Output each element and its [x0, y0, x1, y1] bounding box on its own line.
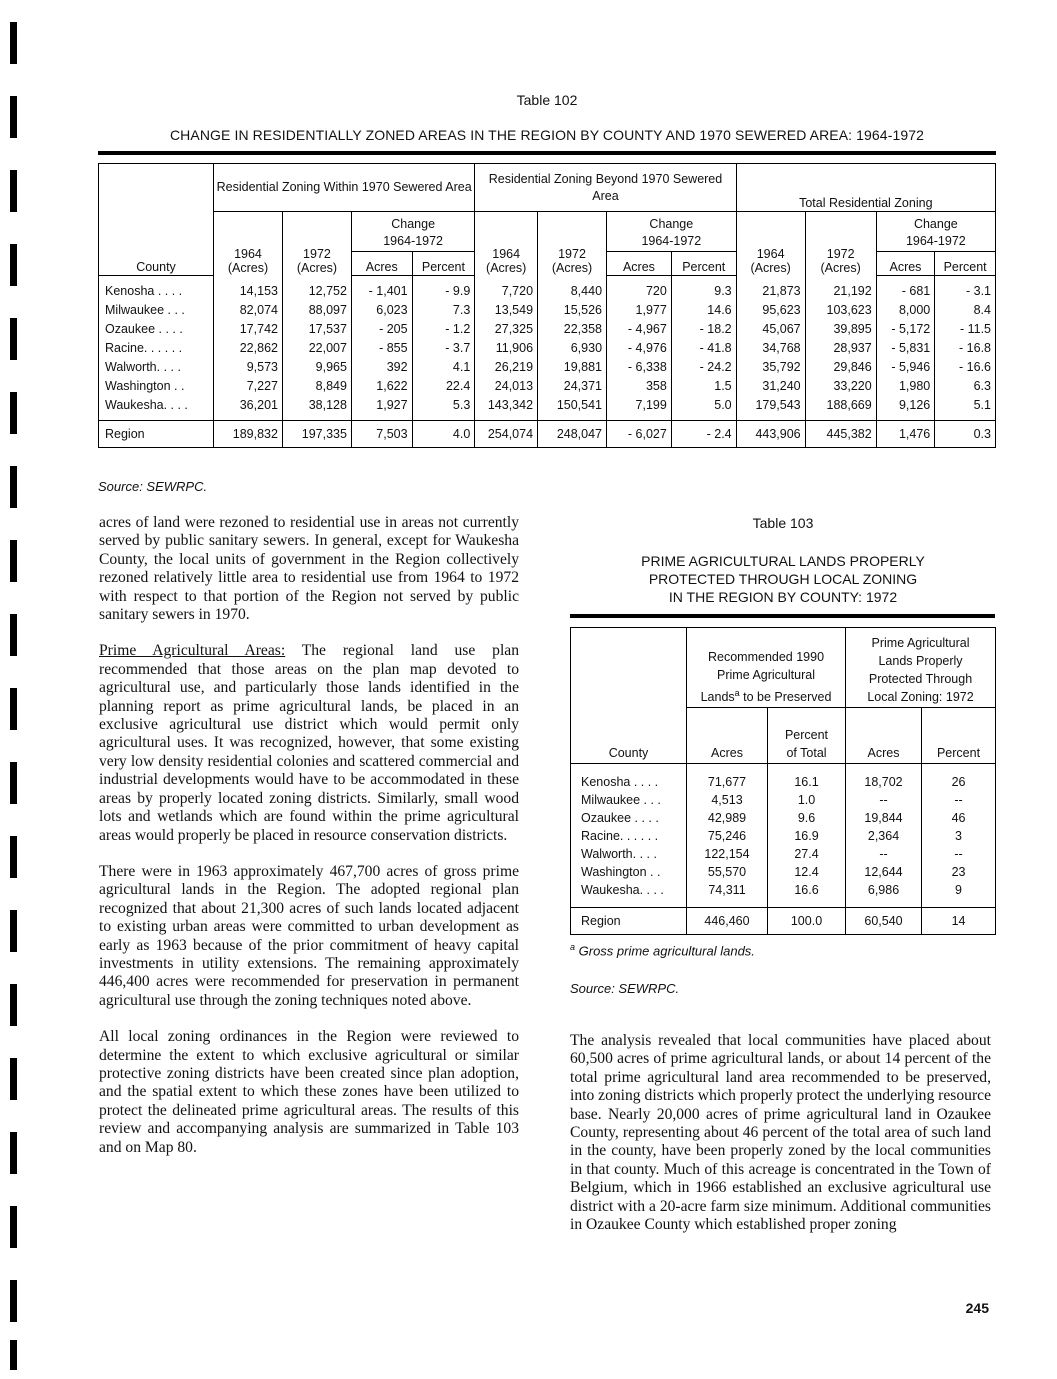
group-header-total: Total Residential Zoning — [736, 164, 995, 212]
cell: -- — [922, 791, 996, 809]
cell: - 205 — [351, 320, 412, 339]
cell: 19,844 — [846, 809, 922, 827]
cell: 9,126 — [876, 396, 935, 415]
cell: - 41.8 — [671, 339, 736, 358]
cell: 31,240 — [736, 377, 805, 396]
col-acres: Acres — [846, 708, 922, 764]
cell: 17,537 — [282, 320, 351, 339]
cell: 8.4 — [935, 301, 996, 320]
footnote-marker: a — [570, 942, 576, 952]
county-name: Milwaukee . . . — [571, 791, 687, 809]
table-row — [571, 863, 996, 881]
cell: 36,201 — [213, 396, 282, 415]
binding-mark — [10, 540, 17, 582]
cell: 71,677 — [687, 773, 768, 791]
cell: - 6,027 — [607, 421, 672, 448]
cell: 42,989 — [687, 809, 768, 827]
group-header-within: Residential Zoning Within 1970 Sewered Area — [213, 164, 474, 212]
year-label: 1972 — [558, 246, 586, 261]
header-line: Local Zoning: 1972 — [867, 690, 974, 704]
group-header-protected — [846, 628, 996, 708]
header-line: Lands Properly — [878, 654, 963, 668]
cell: 34,768 — [736, 339, 805, 358]
cell: 2,364 — [846, 827, 922, 845]
cell: 7.3 — [412, 301, 475, 320]
table-102-source: Source: SEWRPC. — [98, 479, 208, 494]
cell: 21,192 — [805, 282, 876, 301]
cell: 446,460 — [687, 908, 768, 935]
table-102-rule — [98, 151, 996, 155]
cell: 7,199 — [607, 396, 672, 415]
region-row — [571, 908, 996, 935]
cell: 254,074 — [475, 421, 538, 448]
year-label: 1972 — [826, 246, 855, 261]
col-1972 — [282, 212, 351, 276]
table-102 — [98, 163, 996, 448]
unit-label: (Acres) — [296, 260, 338, 275]
cell: 6,023 — [351, 301, 412, 320]
cell: 33,220 — [805, 377, 876, 396]
cell: - 4,967 — [607, 320, 672, 339]
cell: - 5,831 — [876, 339, 935, 358]
cell: 14.6 — [671, 301, 736, 320]
cell: 14,153 — [213, 282, 282, 301]
cell: - 5,172 — [876, 320, 935, 339]
cell: - 11.5 — [935, 320, 996, 339]
col-percent: Percent — [671, 252, 736, 276]
cell: 16.1 — [768, 773, 846, 791]
cell: 82,074 — [213, 301, 282, 320]
county-name: Waukesha. . . . — [571, 881, 687, 899]
cell: 8,849 — [282, 377, 351, 396]
cell: 143,342 — [475, 396, 538, 415]
cell: 12.4 — [768, 863, 846, 881]
county-name: Racine. . . . . . — [99, 339, 214, 358]
cell: 22,358 — [538, 320, 607, 339]
cell: 45,067 — [736, 320, 805, 339]
cell: - 16.8 — [935, 339, 996, 358]
cell: 150,541 — [538, 396, 607, 415]
cell: 358 — [607, 377, 672, 396]
binding-mark — [10, 1340, 17, 1370]
cell: 17,742 — [213, 320, 282, 339]
cell: 24,013 — [475, 377, 538, 396]
change-header — [351, 212, 474, 252]
unit-label: (Acres) — [750, 260, 791, 275]
binding-mark — [10, 1132, 17, 1174]
cell: 88,097 — [282, 301, 351, 320]
header-line: Protected Through — [868, 672, 973, 686]
header-line: Recommended 1990 — [707, 649, 825, 664]
cell: 5.0 — [671, 396, 736, 415]
binding-mark — [10, 466, 17, 508]
cell: 5.3 — [412, 396, 475, 415]
change-label: Change — [913, 217, 958, 231]
cell: 122,154 — [687, 845, 768, 863]
cell: 392 — [351, 358, 412, 377]
cell: 1,980 — [876, 377, 935, 396]
cell: 4,513 — [687, 791, 768, 809]
paragraph: acres of land were rezoned to residential use in areas not currently served by public sanitary sewers. In general, except for Waukesha County, the local units of government in the Region collectively rezoned relatively little area to residential use from 1964 to 1972 with respect to that portion of the Region not served by public sanitary sewers in 1970. — [99, 514, 519, 624]
table-row — [571, 809, 996, 827]
table-row — [571, 881, 996, 899]
title-line: PRIME AGRICULTURAL LANDS PROPERLY — [641, 553, 925, 569]
cell: 103,623 — [805, 301, 876, 320]
page-number: 245 — [965, 1300, 989, 1316]
cell: 60,540 — [846, 908, 922, 935]
cell: 4.0 — [412, 421, 475, 448]
cell: 14 — [922, 908, 996, 935]
table-row — [571, 773, 996, 791]
cell: 443,906 — [736, 421, 805, 448]
cell: 7,227 — [213, 377, 282, 396]
cell: - 681 — [876, 282, 935, 301]
cell: 3 — [922, 827, 996, 845]
county-header: County — [571, 628, 687, 764]
unit-label: (Acres) — [227, 260, 269, 275]
region-row — [99, 421, 996, 448]
cell: 18,702 — [846, 773, 922, 791]
cell: 38,128 — [282, 396, 351, 415]
region-label: Region — [99, 421, 214, 448]
section-heading: Prime Agricultural Areas: — [99, 642, 286, 660]
cell: 95,623 — [736, 301, 805, 320]
col-acres: Acres — [876, 252, 935, 276]
group-header-beyond: Residential Zoning Beyond 1970 Sewered Area — [475, 164, 736, 212]
cell: 13,549 — [475, 301, 538, 320]
cell: 7,720 — [475, 282, 538, 301]
cell: 39,895 — [805, 320, 876, 339]
col-1964 — [475, 212, 538, 276]
cell: 27,325 — [475, 320, 538, 339]
cell: 12,752 — [282, 282, 351, 301]
county-header-top — [99, 164, 214, 212]
cell: 7,503 — [351, 421, 412, 448]
table-row — [99, 396, 996, 415]
paragraph: All local zoning ordinances in the Region were reviewed to determine the extent to which exclusive agricultural or similar protective zoning districts have been created since plan adoption, and the spatial extent to which these zones have been utilized to protect the delineated prime agricultural areas. The results of this review and accompanying analysis are summarized in Table 103 and on Map 80. — [99, 1028, 519, 1156]
cell: - 2.4 — [671, 421, 736, 448]
col-1964 — [213, 212, 282, 276]
binding-mark — [10, 984, 17, 1026]
county-name: Walworth. . . . — [99, 358, 214, 377]
col-acres: Acres — [351, 252, 412, 276]
year-label: 1964 — [234, 246, 262, 261]
col-percent: Percent — [935, 252, 996, 276]
binding-mark — [10, 688, 17, 730]
binding-mark — [10, 318, 17, 360]
cell: 29,846 — [805, 358, 876, 377]
cell: 9 — [922, 881, 996, 899]
unit-label: (Acres) — [820, 260, 861, 275]
county-header: County — [99, 212, 214, 276]
paragraph: There were in 1963 approximately 467,700 acres of gross prime agricultural lands in the Region. The adopted regional plan recognized that about 21,300 acres of such lands located adjacent to existing urban areas were committed to urban development as early as 1963 because of the prior commitment of heavy capital investments in utility extensions. The remaining approximately 446,400 acres were recommended for preservation in permanent agricultural use through the zoning techniques noted above. — [99, 862, 519, 1009]
header-line: to be Preserved — [739, 690, 832, 704]
cell: 22.4 — [412, 377, 475, 396]
binding-mark — [10, 1206, 17, 1248]
cell: 5.1 — [935, 396, 996, 415]
table-103 — [570, 627, 996, 935]
table-103-source: Source: SEWRPC. — [570, 981, 680, 996]
header-line: Lands — [700, 690, 735, 704]
county-name: Racine. . . . . . — [571, 827, 687, 845]
year-label: 1964 — [756, 246, 785, 261]
cell: 1.0 — [768, 791, 846, 809]
binding-mark — [10, 1058, 17, 1100]
cell: 0.3 — [935, 421, 996, 448]
cell: - 6,338 — [607, 358, 672, 377]
header-line: Prime Agricultural — [717, 667, 815, 682]
table-row — [99, 282, 996, 301]
table-row — [571, 845, 996, 863]
cell: 28,937 — [805, 339, 876, 358]
col-percent: Percent — [412, 252, 475, 276]
cell: 24,371 — [538, 377, 607, 396]
cell: 1,927 — [351, 396, 412, 415]
cell: 188,669 — [805, 396, 876, 415]
binding-mark — [10, 1280, 17, 1322]
cell: -- — [846, 845, 922, 863]
paragraph — [99, 642, 519, 844]
change-label: Change — [391, 217, 436, 231]
county-name: Kenosha . . . . — [99, 282, 214, 301]
cell: 55,570 — [687, 863, 768, 881]
cell: 8,000 — [876, 301, 935, 320]
county-name: Milwaukee . . . — [99, 301, 214, 320]
cell: - 16.6 — [935, 358, 996, 377]
year-label: 1964 — [492, 246, 521, 261]
cell: 12,644 — [846, 863, 922, 881]
cell: - 3.1 — [935, 282, 996, 301]
cell: 248,047 — [538, 421, 607, 448]
cell: 15,526 — [538, 301, 607, 320]
col-acres: Acres — [687, 708, 768, 764]
title-line: IN THE REGION BY COUNTY: 1972 — [668, 589, 898, 605]
county-name: Kenosha . . . . — [571, 773, 687, 791]
cell: 100.0 — [768, 908, 846, 935]
binding-mark — [10, 762, 17, 804]
binding-mark — [10, 836, 17, 878]
table-103-title — [568, 552, 998, 606]
county-name: Washington . . — [571, 863, 687, 881]
cell: -- — [922, 845, 996, 863]
cell: 11,906 — [475, 339, 538, 358]
cell: 22,862 — [213, 339, 282, 358]
table-row — [99, 301, 996, 320]
header-line: Prime Agricultural — [871, 636, 970, 650]
footnote-text: Gross prime agricultural lands. — [575, 943, 755, 959]
binding-mark — [10, 910, 17, 952]
county-name: Ozaukee . . . . — [99, 320, 214, 339]
cell: 197,335 — [282, 421, 351, 448]
cell: - 18.2 — [671, 320, 736, 339]
cell: - 5,946 — [876, 358, 935, 377]
header-line: Percent — [784, 728, 829, 742]
cell: 16.6 — [768, 881, 846, 899]
col-percent-of-total — [768, 708, 846, 764]
year-label: 1972 — [303, 246, 331, 261]
county-name: Ozaukee . . . . — [571, 809, 687, 827]
county-name: Walworth. . . . — [571, 845, 687, 863]
table-103-number: Table 103 — [752, 515, 814, 531]
cell: 1,476 — [876, 421, 935, 448]
table-row — [99, 358, 996, 377]
table-row — [99, 320, 996, 339]
cell: 179,543 — [736, 396, 805, 415]
paragraph-text: The regional land use plan recommended that those areas on the plan map devoted to agricultural use, and particularly those lands identified in the planning report as prime agricultural lands, be placed in an exclusive agricultural use district which would permit only agricultural uses. It was recognized, however, that some existing very low density residential colonies and scattered commercial and industrial developments would have to be accommodated in these areas by properly located zoning districts. Similarly, small wood lots and wetlands which are found within the prime agricultural areas would properly be placed in resource conservation districts. — [99, 642, 519, 844]
table-103-rule — [570, 614, 995, 618]
cell: 26,219 — [475, 358, 538, 377]
footnote-marker: a — [734, 687, 740, 698]
cell: 1,977 — [607, 301, 672, 320]
col-1972 — [538, 212, 607, 276]
binding-mark — [10, 170, 17, 212]
cell: - 3.7 — [412, 339, 475, 358]
county-name: Waukesha. . . . — [99, 396, 214, 415]
region-label: Region — [571, 908, 687, 935]
table-row — [99, 377, 996, 396]
cell: - 24.2 — [671, 358, 736, 377]
binding-mark — [10, 392, 17, 434]
cell: 22,007 — [282, 339, 351, 358]
cell: 720 — [607, 282, 672, 301]
binding-mark — [10, 614, 17, 656]
cell: - 1.2 — [412, 320, 475, 339]
group-header-recommended — [687, 628, 846, 708]
title-line: PROTECTED THROUGH LOCAL ZONING — [648, 571, 918, 587]
unit-label: (Acres) — [551, 260, 593, 275]
header-line: of Total — [786, 746, 827, 760]
cell: 27.4 — [768, 845, 846, 863]
col-1972 — [805, 212, 876, 276]
cell: 4.1 — [412, 358, 475, 377]
table-103-footnote — [570, 942, 755, 958]
cell: 74,311 — [687, 881, 768, 899]
table-102-number: Table 102 — [516, 92, 578, 108]
col-1964 — [736, 212, 805, 276]
change-header — [607, 212, 737, 252]
cell: 6.3 — [935, 377, 996, 396]
change-header — [876, 212, 995, 252]
table-102-title: CHANGE IN RESIDENTIALLY ZONED AREAS IN THE REGION BY COUNTY AND 1970 SEWERED AREA: 1964-1972 — [169, 127, 925, 143]
table-row — [99, 339, 996, 358]
cell: 9.3 — [671, 282, 736, 301]
cell: - 4,976 — [607, 339, 672, 358]
left-column-text — [99, 514, 519, 1175]
range-label: 1964-1972 — [641, 234, 702, 248]
cell: 35,792 — [736, 358, 805, 377]
range-label: 1964-1972 — [383, 234, 444, 248]
cell: 9,573 — [213, 358, 282, 377]
cell: -- — [846, 791, 922, 809]
cell: 9.6 — [768, 809, 846, 827]
cell: 189,832 — [213, 421, 282, 448]
col-percent: Percent — [922, 708, 996, 764]
cell: 21,873 — [736, 282, 805, 301]
cell: 26 — [922, 773, 996, 791]
cell: - 9.9 — [412, 282, 475, 301]
cell: 1,622 — [351, 377, 412, 396]
cell: 19,881 — [538, 358, 607, 377]
cell: - 855 — [351, 339, 412, 358]
cell: 445,382 — [805, 421, 876, 448]
range-label: 1964-1972 — [905, 234, 966, 248]
cell: 8,440 — [538, 282, 607, 301]
cell: 16.9 — [768, 827, 846, 845]
change-label: Change — [649, 217, 694, 231]
cell: 75,246 — [687, 827, 768, 845]
binding-mark — [10, 244, 17, 286]
right-column-text: The analysis revealed that local communities have placed about 60,500 acres of prime agricultural lands, or about 14 percent of the total prime agricultural land area recommended to be preserved, into zoning districts which properly protect the underlying resource base. Nearly 20,000 acres of prime agricultural land in Ozaukee County, representing about 46 percent of the total area of such land in the county, have been properly zoned by the local communities in that county. Much of this acreage is concentrated in the Town of Belgium, which in 1966 established an exclusive agricultural use district with a 20-acre farm size minimum. Additional communities in Ozaukee County which established proper zoning — [570, 1032, 991, 1234]
cell: - 1,401 — [351, 282, 412, 301]
binding-mark — [10, 22, 17, 64]
cell: 1.5 — [671, 377, 736, 396]
cell: 6,986 — [846, 881, 922, 899]
county-name: Washington . . — [99, 377, 214, 396]
table-row — [571, 791, 996, 809]
cell: 9,965 — [282, 358, 351, 377]
table-row — [571, 827, 996, 845]
cell: 6,930 — [538, 339, 607, 358]
cell: 46 — [922, 809, 996, 827]
unit-label: (Acres) — [486, 260, 527, 275]
cell: 23 — [922, 863, 996, 881]
col-acres: Acres — [607, 252, 672, 276]
